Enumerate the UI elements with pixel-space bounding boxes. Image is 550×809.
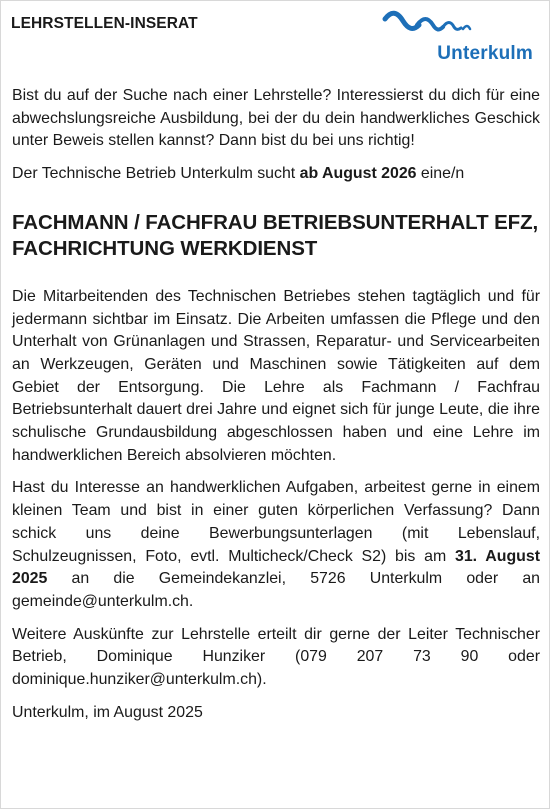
- job-title: [12, 210, 540, 262]
- deadline-date: 31. August 2025: [12, 547, 541, 588]
- application-paragraph: [12, 477, 540, 613]
- application-address: an die Gemeindekanzlei, 5726 Unterkulm oder an gemeinde@unterkulm.ch.: [12, 570, 540, 610]
- unterkulm-logo: [381, 9, 541, 69]
- job-title-line1: FACHMANN / FACHFRAU BETRIEBSUNTERHALT EFZ,: [12, 210, 539, 234]
- ad-content: [12, 85, 540, 734]
- job-title-line2: FACHRICHTUNG WERKDIENST: [12, 236, 318, 260]
- application-text: Hast du Interesse an handwerklichen Aufgaben, arbeitest gerne in einem kleinen Team und bist in einer guten körperlichen Verfassung? Dann schick uns deine Bewerbungsunterlagen (mit Lebenslauf, Schulzeugnissen, Foto, evtl. Multicheck/Check S2) bis am: [12, 479, 540, 565]
- closing-line: Unterkulm, im August 2025: [12, 703, 203, 721]
- wave-logo-icon: [381, 9, 481, 43]
- intro-offer-line: [12, 163, 540, 186]
- ad-type-label: LEHRSTELLEN-INSERAT: [11, 15, 198, 32]
- intro-offer-text: Der Technische Betrieb Unterkulm sucht: [12, 165, 300, 183]
- intro-paragraph: Bist du auf der Suche nach einer Lehrstelle? Interessierst du dich für eine abwechslungsreiche Ausbildung, bei der du dein handwerkliches Geschick unter Beweis stellen kannst? Dann bist du bei uns richtig!: [12, 87, 540, 150]
- contact-paragraph: Weitere Auskünfte zur Lehrstelle erteilt dir gerne der Leiter Technischer Betrieb, Dominique Hunziker (079 207 73 90 oder dominique.hunziker@unterkulm.ch).: [12, 625, 540, 689]
- intro-offer-suffix: eine/n: [416, 165, 465, 183]
- start-date: ab August 2026: [299, 165, 417, 183]
- description-paragraph: Die Mitarbeitenden des Technischen Betriebes stehen tagtäglich und für jedermann sichtbar im Einsatz. Die Arbeiten umfassen die Pflege und den Unterhalt von Grünanlagen und Strassen, Reparatur- und Servicearbeiten an Werkzeugen, Geräten und Maschinen sowie Tätigkeiten auf dem Gebiet der Entsorgung. Die Lehre als Fachmann / Fachfrau Betriebsunterhalt dauert drei Jahre und eignet sich für junge Leute, die ihre schulische Grundausbildung abgeschlossen haben und eine Lehre im handwerklichen Bereich absolvieren möchten.: [12, 287, 540, 464]
- logo-text: Unterkulm: [437, 43, 533, 64]
